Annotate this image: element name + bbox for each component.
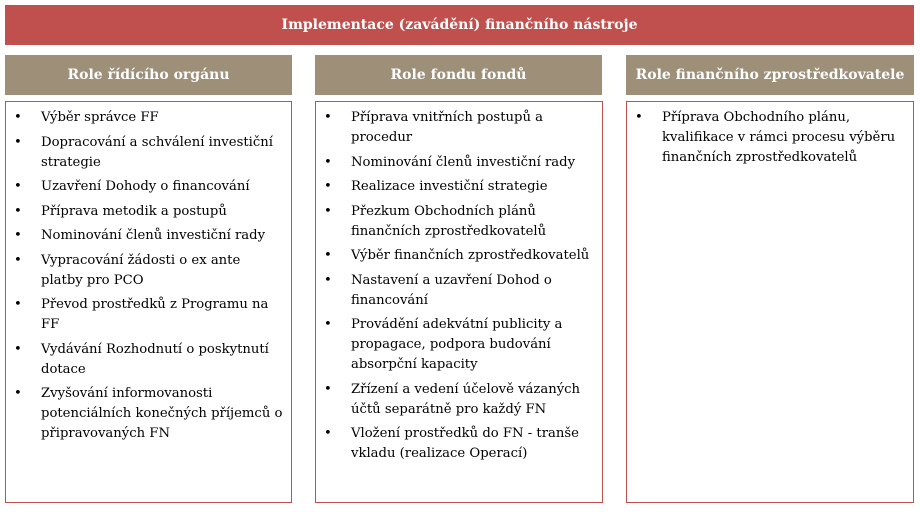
list-item-text: Uzavření Dohody o financování: [41, 179, 250, 194]
list-item-text: Nominování členů investiční rady: [41, 228, 266, 243]
bullet-icon: •: [14, 228, 22, 243]
bullet-icon: •: [324, 272, 332, 288]
column-header-fund-of-funds: [315, 55, 602, 95]
column-header-label: Role fondu fondů: [390, 67, 527, 83]
list-item-text: Výběr správce FF: [41, 110, 159, 125]
column-header-managing-authority: [5, 55, 292, 95]
bullet-icon: •: [14, 252, 22, 268]
list-item: [14, 340, 285, 380]
list-item: [324, 153, 596, 173]
main-title-banner: [5, 5, 914, 45]
bullet-list: [6, 102, 291, 444]
list-item-text: Dopracování a schválení investiční strategie: [41, 134, 273, 170]
list-item-text: Realizace investiční strategie: [351, 179, 548, 194]
bullet-list: [316, 102, 602, 464]
list-item-text: Provádění adekvátní publicity a propagace, podpora budování absorpční kapacity: [351, 317, 563, 372]
list-item-text: Vypracování žádosti o ex ante platby pro PCO: [41, 252, 241, 288]
bullet-icon: •: [14, 297, 22, 312]
list-item: [324, 108, 596, 148]
list-item: [14, 251, 285, 291]
bullet-icon: •: [324, 317, 332, 332]
bullet-icon: •: [324, 381, 332, 397]
bullet-icon: •: [324, 154, 332, 170]
list-item-text: Převod prostředků z Programu na FF: [41, 297, 269, 332]
list-item: [324, 315, 596, 375]
list-item: [324, 380, 596, 420]
bullet-list: [627, 102, 913, 168]
column-box-financial-intermediary: [626, 101, 914, 503]
list-item: [14, 133, 285, 173]
column-header-label: Role řídícího orgánu: [67, 67, 230, 83]
list-item-text: Nominování členů investiční rady: [351, 154, 576, 170]
column-header-financial-intermediary: [626, 55, 914, 95]
bullet-icon: •: [324, 426, 332, 441]
list-item: [14, 108, 285, 128]
bullet-icon: •: [324, 179, 332, 194]
list-item: [635, 108, 907, 168]
list-item: [324, 177, 596, 197]
bullet-icon: •: [324, 203, 332, 219]
list-item: [324, 271, 596, 311]
list-item: [14, 226, 285, 246]
list-item: [14, 295, 285, 335]
list-item: [14, 202, 285, 222]
list-item: [324, 202, 596, 242]
bullet-icon: •: [14, 110, 22, 125]
bullet-icon: •: [14, 203, 22, 219]
bullet-icon: •: [324, 248, 332, 263]
bullet-icon: •: [14, 341, 22, 357]
column-box-fund-of-funds: [315, 101, 603, 503]
list-item-text: Přezkum Obchodních plánů finančních zprostředkovatelů: [351, 203, 547, 239]
list-item-text: Vydávání Rozhodnutí o poskytnutí dotace: [41, 341, 269, 377]
list-item: [324, 246, 596, 266]
list-item-text: Výběr finančních zprostředkovatelů: [351, 248, 590, 263]
list-item: [14, 177, 285, 197]
bullet-icon: •: [14, 179, 22, 194]
list-item-text: Zvyšování informovanosti potenciálních konečných příjemců o připravovaných FN: [41, 386, 283, 441]
list-item-text: Příprava Obchodního plánu, kvalifikace v rámci procesu výběru finančních zprostředkovatelů: [662, 110, 896, 165]
bullet-icon: •: [14, 386, 22, 401]
bullet-icon: •: [324, 110, 332, 125]
column-header-label: Role finančního zprostředkovatele: [635, 67, 905, 83]
list-item-text: Vložení prostředků do FN - tranše vkladu (realizace Operací): [351, 426, 579, 461]
column-box-managing-authority: [5, 101, 292, 503]
list-item-text: Příprava vnitřních postupů a procedur: [351, 110, 543, 145]
list-item-text: Příprava metodik a postupů: [41, 203, 227, 219]
list-item: [14, 384, 285, 444]
list-item-text: Zřízení a vedení účelově vázaných účtů separátně pro každý FN: [351, 381, 581, 417]
main-title: Implementace (zavádění) finančního nástroje: [281, 17, 638, 33]
bullet-icon: •: [14, 134, 22, 150]
list-item: [324, 424, 596, 464]
list-item-text: Nastavení a uzavření Dohod o financování: [351, 272, 552, 308]
bullet-icon: •: [635, 110, 643, 125]
